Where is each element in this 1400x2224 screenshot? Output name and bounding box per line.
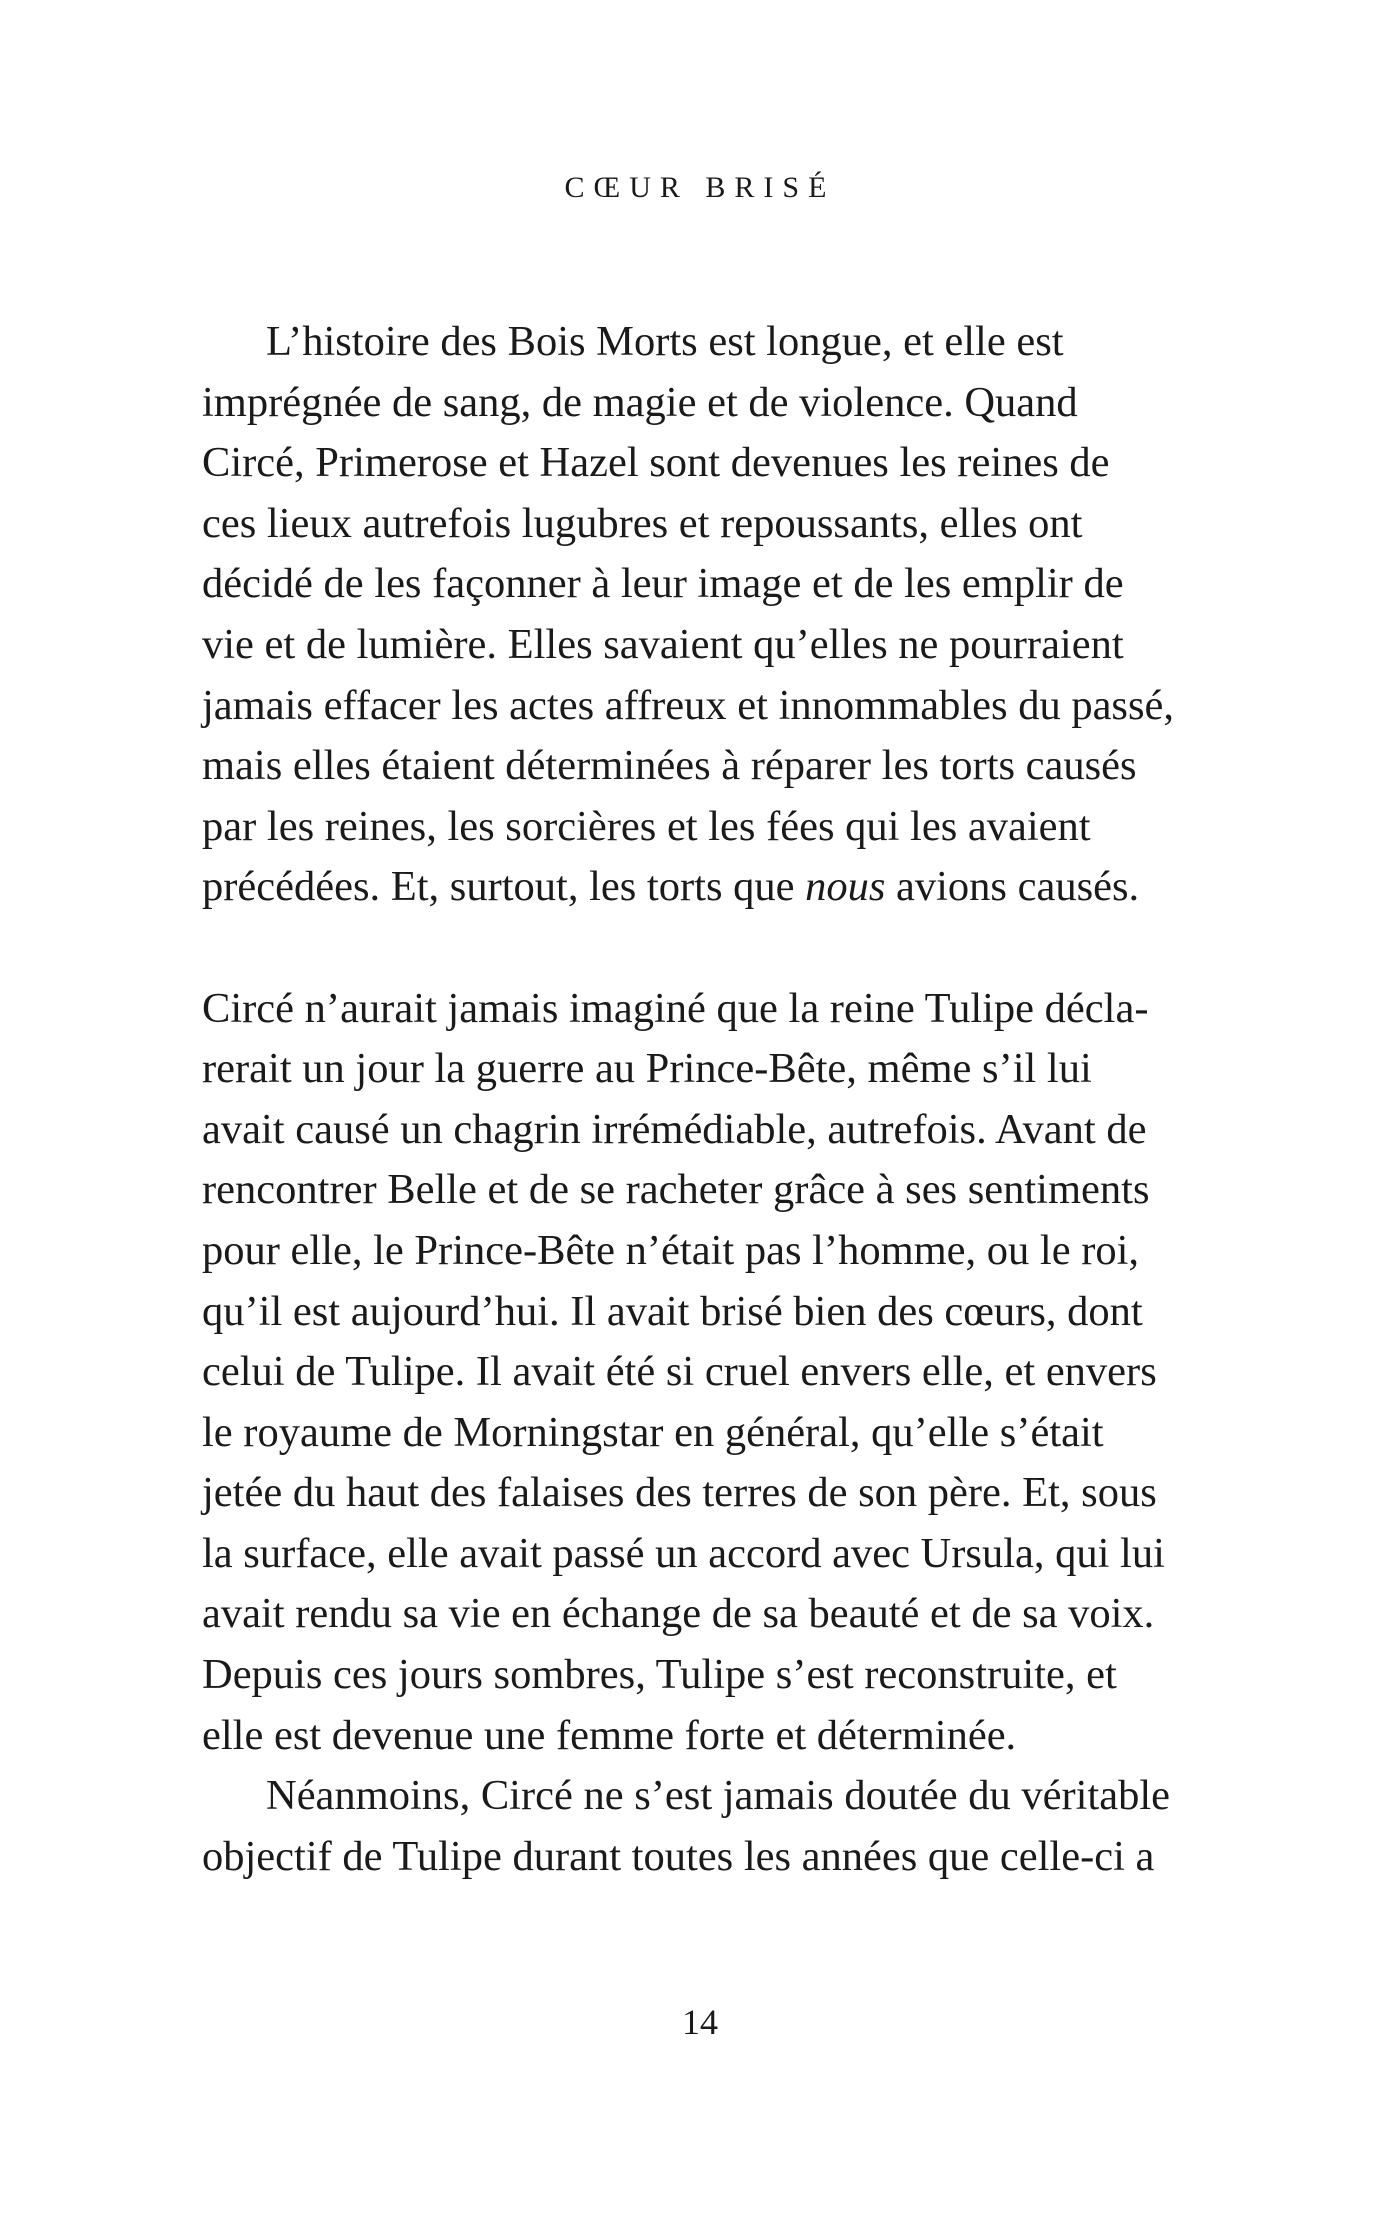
body-text: [202, 312, 1175, 1887]
paragraph: [202, 979, 1175, 1767]
text-line: L’histoire des Bois Morts est longue, et elle est: [266, 318, 1064, 365]
text-line: qu’il est aujourd’hui. Il avait brisé bien des cœurs, dont: [202, 1287, 1143, 1335]
text-line: ces lieux autrefois lugubres et repoussants, elles ont: [202, 499, 1083, 547]
text-run: avions causés.: [885, 863, 1140, 911]
paragraph: [202, 1766, 1175, 1887]
text-line: Circé n’aurait jamais imaginé que la reine Tulipe décla-: [202, 984, 1149, 1032]
text-line: jetée du haut des falaises des terres de son père. Et, sous: [202, 1469, 1157, 1517]
text-line: rencontrer Belle et de se racheter grâce à ses sentiments: [202, 1166, 1150, 1214]
text-line: la surface, elle avait passé un accord avec Ursula, qui lui: [202, 1529, 1165, 1577]
page-number: 14: [682, 2002, 718, 2042]
paragraph: [202, 312, 1175, 918]
running-head: CŒUR BRISÉ: [564, 171, 836, 204]
text-line: vie et de lumière. Elles savaient qu’elles ne pourraient: [202, 620, 1124, 668]
text-line: décidé de les façonner à leur image et de les emplir de: [202, 560, 1124, 608]
text-line: imprégnée de sang, de magie et de violence. Quand: [202, 378, 1078, 426]
text-line: mais elles étaient déterminées à réparer les torts causés: [202, 742, 1137, 790]
text-line: pour elle, le Prince-Bête n’était pas l’homme, ou le roi,: [202, 1226, 1140, 1274]
text-line: avait rendu sa vie en échange de sa beauté et de sa voix.: [202, 1590, 1155, 1638]
text-line: Circé, Primerose et Hazel sont devenues les reines de: [202, 439, 1110, 487]
text-run: précédées. Et, surtout, les torts que: [202, 863, 806, 911]
section-break: [202, 918, 1175, 979]
text-line: rerait un jour la guerre au Prince-Bête, même s’il lui: [202, 1045, 1092, 1093]
text-line: Néanmoins, Circé ne s’est jamais doutée du véritable: [266, 1772, 1171, 1820]
emphasis-text: nous: [805, 863, 886, 911]
text-line: Depuis ces jours sombres, Tulipe s’est reconstruite, et: [202, 1651, 1117, 1699]
text-line: objectif de Tulipe durant toutes les années que celle-ci a: [202, 1832, 1155, 1880]
text-line: par les reines, les sorcières et les fées qui les avaient: [202, 802, 1091, 850]
text-line: avait causé un chagrin irrémédiable, autrefois. Avant de: [202, 1105, 1147, 1153]
text-line: le royaume de Morningstar en général, qu’elle s’était: [202, 1408, 1104, 1456]
text-line: [202, 857, 1175, 918]
text-line: elle est devenue une femme forte et déterminée.: [202, 1711, 1017, 1759]
text-line: celui de Tulipe. Il avait été si cruel envers elle, et envers: [202, 1348, 1157, 1396]
text-line: jamais effacer les actes affreux et innommables du passé,: [202, 681, 1175, 729]
